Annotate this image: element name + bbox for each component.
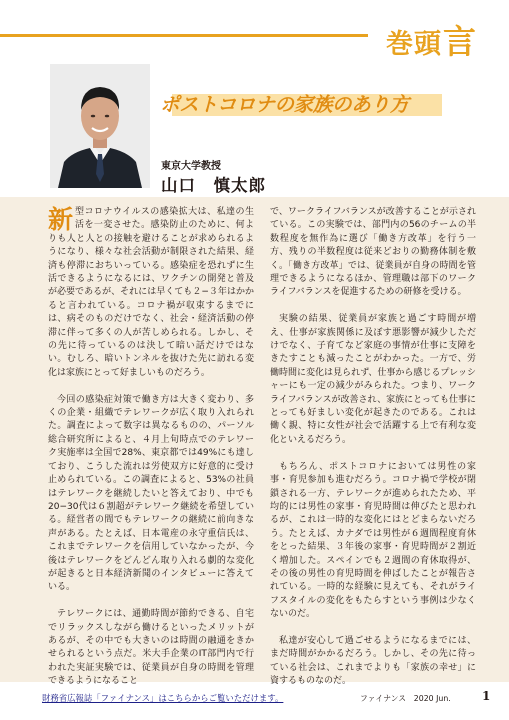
article-title: ポストコロナの家族のあり方 (160, 93, 409, 116)
section-label (386, 16, 476, 61)
author-affiliation: 東京大学教授 (161, 161, 221, 172)
paragraph: テレワークには、通勤時間が節約できる、自宅でリラックスしながら働けるといったメリットがあるが、その中でも大きいのは時間の融通をきかせられるという点だ。米大手企業のIT部門内で行われた実証実験では、従業員が自身の時間を管理できるようになること (48, 609, 254, 687)
paragraph: 私達が安心して過ごせるようになるまでには、まだ時間がかかるだろう。しかし、その先に待っている社会は、これまでよりも「家族の幸せ」に資するものなのだ。 (270, 635, 476, 687)
author-name: 山口 慎太郎 (161, 176, 266, 195)
author-portrait-image (50, 64, 150, 188)
magazine-link[interactable]: 財務省広報誌「ファイナンス」はこちらからご覧いただけます。 (42, 693, 284, 703)
paragraph: 今回の感染症対策で働き方は大きく変わり、多くの企業・組織でテレワークが広く取り入れられた。調査によって数字は異なるものの、パーソル総合研究所によると、４月上旬時点でのテレワーク実施率は全国で28%、東京都では49%にも達しており、こうした流れは労使双方に好意的に受け止められている。この調査によると、53%の社員はテレワークを継続したいと答えており、中でも20−30代は６割超がテレワーク継続を希望している。経営者の間でもテレワークの継続に前向きな声がある。たとえば、日本電産の永守重信氏は、これまでテレワークを信用していなかったが、今後はテレワークをどんどん取り入れる劇的な変化が起きると日本経済新聞のインタビューに答えている。 (48, 394, 254, 593)
header-rule (0, 34, 368, 37)
article-column-left (48, 206, 254, 689)
section-label-big-char: 言 (443, 22, 476, 61)
section-label-text: 巻頭 (386, 29, 442, 60)
paragraph: もちろん、ポストコロナにおいては男性の家事・育児参加も進むだろう。コロナ禍で学校が閉鎖される一方、テレワークが進められたため、平均的には男性の家事・育児時間は伸びたと思われるが、これは一時的な変化にはとどまらないだろう。たとえば、カナダでは男性が６週間程度育休をとった結果、３年後の家事・育児時間が２割近く増加した。スペインでも２週間の育休取得が、その後の男性の育児時間を伸ばしたことが報告されている。一時的な経験に見えても、それがライフスタイルの変化をもたらすという事例は少なくないのだ。 (270, 461, 476, 620)
paragraph-text: 型コロナウイルスの感染拡大は、私達の生活を一変させた。感染防止のために、何よりも人と人との接触を避けることが求められるようになり、様々な社会活動が制限された結果、経済も停滞におちいっている。感染症を恐れずに生活できるようになるには、ワクチンの開発と普及が必要であるが、それには早くても２−３年はかかると言われている。コロナ禍が収束するまでには、病そのものだけでなく、社会・経済活動の停滞に伴って多くの人が苦しめられる。しかし、その先に待っているのは決して暗い話だけではない。むしろ、暗いトンネルを抜けた先に訪れる変化は家族にとって好ましいものだろう。 (48, 207, 254, 378)
magazine-issue: ファイナンス 2020 Jun. (360, 694, 451, 703)
paragraph: で、ワークライフバランスが改善することが示されている。この実験では、部門内の56のチームの半数程度を無作為に選び「働き方改革」を行う一方、残りの半数程度は従来どおりの勤務体制を敷く。「働き方改革」では、従業員が自身の時間を管理できるようになるほか、管理職は部下のワークライフバランスを促進するための研修を受ける。 (270, 207, 476, 298)
paragraph (48, 206, 254, 380)
article-column-right (270, 206, 476, 689)
page-number: 1 (482, 689, 491, 703)
dropcap: 新 (48, 205, 74, 234)
paragraph: 実験の結果、従業員が家族と過ごす時間が増え、仕事が家族関係に及ぼす悪影響が減少しただけでなく、子育てなど家庭の事情が仕事に支障をきたすことも減ったことがわかった。一方で、労働時間に変化は見られず、仕事から感じるプレッシャーにも一定の減少がみられた。つまり、ワークライフバランスが改善され、家族にとっても仕事にとっても好ましい変化が起きたのである。これは働く親、特に女性が社会で活躍する上で有利な変化といえるだろう。 (270, 314, 476, 445)
author-photo (50, 64, 150, 188)
article-title-block (160, 85, 480, 119)
